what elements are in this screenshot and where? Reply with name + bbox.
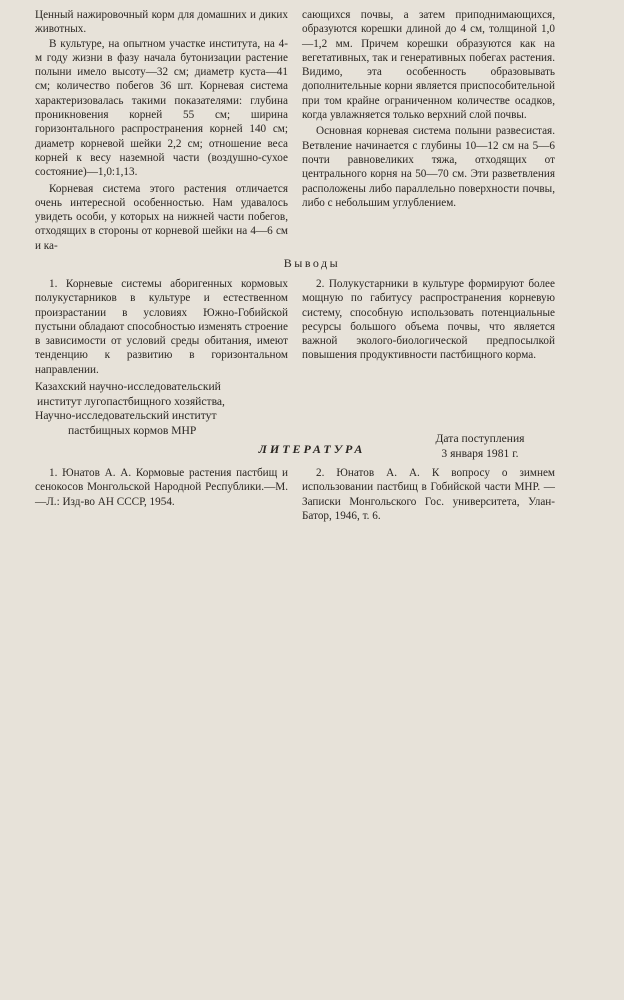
- left-column: [35, 8, 288, 253]
- conclusion-item-2: 2. Полукустарники в культуре формируют более мощную по габитусу распространения корневую систему, способную использовать потенциальные ресурсы большого объема почвы, что является важной эколого-биологической предпосылкой повышения продуктивности пастбищного корма.: [302, 278, 555, 362]
- affiliation-line-2: институт лугопастбищного хозяйства,: [37, 394, 225, 408]
- right-column: [302, 8, 555, 210]
- reference-1: 1. Юнатов А. А. Кормовые растения пастбищ и сенокосов Монгольской Народной Республики.—М.—Л.: Изд-во АН СССР, 1954.: [35, 467, 288, 508]
- affiliation-line-4: пастбищных кормов МНР: [68, 423, 197, 437]
- conclusions-heading: Выводы: [283, 256, 341, 270]
- received-label: Дата поступления: [435, 432, 525, 445]
- right-paragraph-1: сающихся почвы, а затем приподнимающихся, образуются корешки длиной до 4 см, толщиной 1,0—1,2 мм. Причем корешки образуются как на вегетативных, так и генеративных побегах растения. Видимо, эта особенность образовывать дополнительные корни является приспособительной при том крайне ограниченном количестве осадков, когда увлажняется только верхний слой почвы.: [302, 9, 555, 122]
- literature-heading: ЛИТЕРАТУРА: [258, 442, 366, 456]
- left-paragraph-1: Ценный нажировочный корм для домашних и диких животных.: [35, 9, 288, 36]
- affiliation-line-1: Казахский научно-исследовательский: [35, 380, 221, 393]
- right-paragraph-2: Основная корневая система полыни развесистая. Ветвление начинается с глубины 10—12 см на 5—6 почти равновеликих тяжа, отходящих от центрального корня на 50—70 см. Эти разветвления расположены либо параллельно поверхности почвы, либо с небольшим углублением.: [302, 125, 555, 209]
- left-paragraph-3: Корневая система этого растения отличается очень интересной особенностью. Нам удавалось увидеть особи, у которых на нижней части побегов, отходящих в стороны от корневой шейки на 4—6 см и ка-: [35, 182, 288, 252]
- reference-2: 2. Юнатов А. А. К вопросу о зимнем использовании пастбищ в Гобийской части МНР. — Записки Монгольского Гос. университета, Улан-Батор, 1946, т. 6.: [302, 467, 555, 522]
- affiliation-line-3: Научно-исследовательский институт: [35, 409, 217, 422]
- affiliations: [35, 380, 295, 438]
- conclusion-item-1: 1. Корневые системы аборигенных кормовых полукустарников в культуре и естественном произрастании в условиях Южно-Гобийской пустыни обладают способностью изменять строение в зависимости от условий среды обитания, имеют тенденцию к развитию в горизонтальном направлении.: [35, 278, 288, 376]
- left-paragraph-2: В культуре, на опытном участке института, на 4-м году жизни в фазу начала бутонизации растение полыни имело высоту—32 см; диаметр куста—41 см; количество побегов 36 шт. Корневая система характеризовалась такими показателями: глубина проникновения корней 55 см; ширина горизонтального распространения корней 140 см; диаметр корневой шейки 2,2 см; отношение веса корней к весу наземной части (воздушно-сухое состояние)—1,0:1,13.: [35, 37, 288, 179]
- received-value: 3 января 1981 г.: [441, 446, 519, 460]
